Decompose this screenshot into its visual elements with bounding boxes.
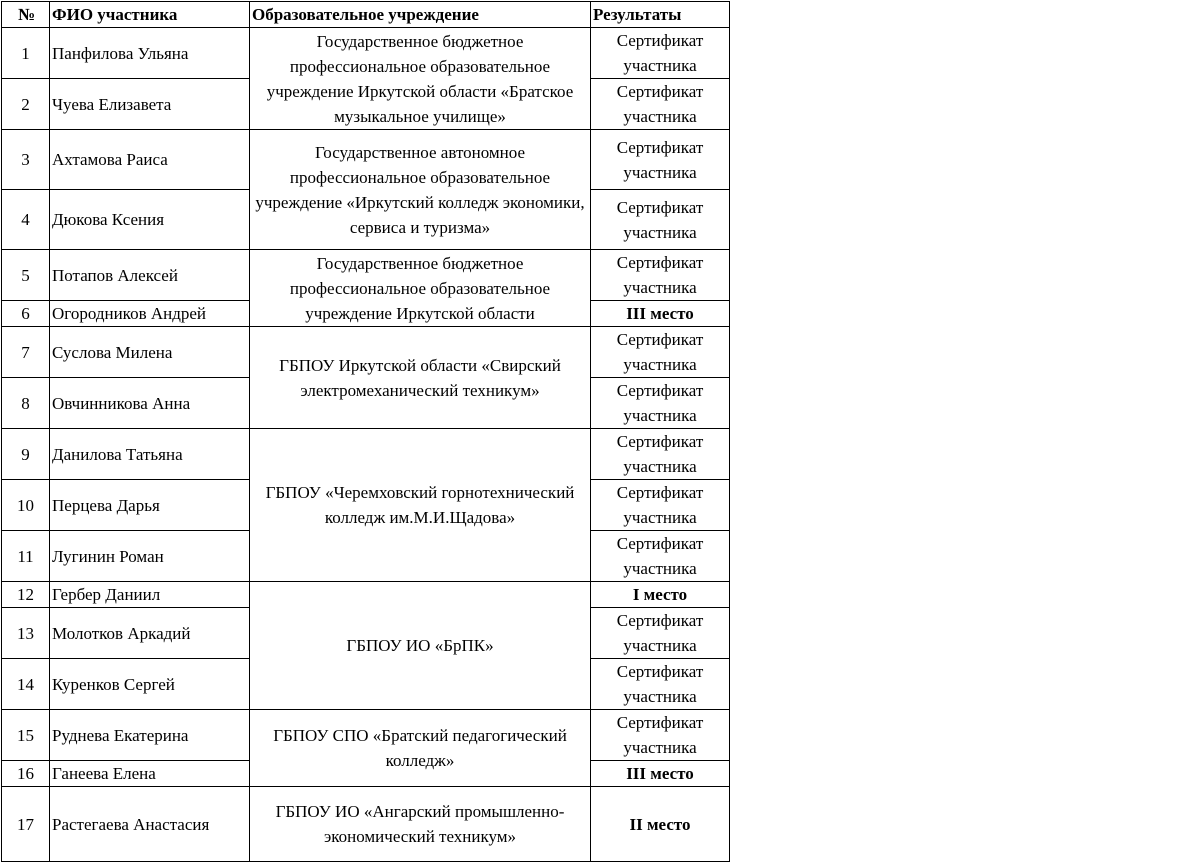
participant-name: Лугинин Роман — [50, 531, 250, 582]
table-row — [2, 250, 730, 301]
participant-name: Суслова Милена — [50, 327, 250, 378]
row-number: 14 — [2, 659, 50, 710]
row-number: 12 — [2, 582, 50, 608]
result-cell: I место — [591, 582, 730, 608]
participant-name: Овчинникова Анна — [50, 378, 250, 429]
institution-cell: ГБПОУ Иркутской области «Свирский электромеханический техникум» — [250, 327, 591, 429]
result-cell: Сертификат участника — [591, 710, 730, 761]
participant-name: Ахтамова Раиса — [50, 130, 250, 190]
institution-cell: ГБПОУ ИО «Ангарский промышленно-экономический техникум» — [250, 787, 591, 862]
result-cell: II место — [591, 787, 730, 862]
result-cell: Сертификат участника — [591, 429, 730, 480]
participant-name: Куренков Сергей — [50, 659, 250, 710]
table-row — [2, 787, 730, 862]
result-cell: Сертификат участника — [591, 378, 730, 429]
participant-name: Перцева Дарья — [50, 480, 250, 531]
participant-name: Огородников Андрей — [50, 301, 250, 327]
result-cell: Сертификат участника — [591, 659, 730, 710]
row-number: 1 — [2, 28, 50, 79]
result-cell: Сертификат участника — [591, 480, 730, 531]
row-number: 8 — [2, 378, 50, 429]
participant-name: Дюкова Ксения — [50, 190, 250, 250]
result-cell: Сертификат участника — [591, 327, 730, 378]
header-num: № — [2, 2, 50, 28]
result-cell: Сертификат участника — [591, 531, 730, 582]
result-cell: III место — [591, 761, 730, 787]
results-table — [1, 1, 730, 862]
row-number: 17 — [2, 787, 50, 862]
row-number: 3 — [2, 130, 50, 190]
header-row — [2, 2, 730, 28]
header-org: Образовательное учреждение — [250, 2, 591, 28]
row-number: 7 — [2, 327, 50, 378]
row-number: 9 — [2, 429, 50, 480]
row-number: 10 — [2, 480, 50, 531]
header-name: ФИО участника — [50, 2, 250, 28]
participant-name: Потапов Алексей — [50, 250, 250, 301]
row-number: 6 — [2, 301, 50, 327]
institution-cell: Государственное бюджетное профессиональное образовательное учреждение Иркутской области «Братское музыкальное училище» — [250, 28, 591, 130]
participant-name: Чуева Елизавета — [50, 79, 250, 130]
row-number: 15 — [2, 710, 50, 761]
result-cell: III место — [591, 301, 730, 327]
result-cell: Сертификат участника — [591, 190, 730, 250]
institution-cell: Государственное бюджетное профессиональное образовательное учреждение Иркутской области — [250, 250, 591, 327]
result-cell: Сертификат участника — [591, 130, 730, 190]
participant-name: Ганеева Елена — [50, 761, 250, 787]
header-result: Результаты — [591, 2, 730, 28]
institution-cell: ГБПОУ СПО «Братский педагогический колледж» — [250, 710, 591, 787]
participant-name: Данилова Татьяна — [50, 429, 250, 480]
institution-cell: Государственное автономное профессиональное образовательное учреждение «Иркутский колледж экономики, сервиса и туризма» — [250, 130, 591, 250]
participant-name: Молотков Аркадий — [50, 608, 250, 659]
table-row — [2, 582, 730, 608]
row-number: 5 — [2, 250, 50, 301]
participant-name: Руднева Екатерина — [50, 710, 250, 761]
result-cell: Сертификат участника — [591, 28, 730, 79]
row-number: 16 — [2, 761, 50, 787]
institution-cell: ГБПОУ «Черемховский горнотехнический колледж им.М.И.Щадова» — [250, 429, 591, 582]
result-cell: Сертификат участника — [591, 608, 730, 659]
table-row — [2, 28, 730, 79]
row-number: 4 — [2, 190, 50, 250]
result-cell: Сертификат участника — [591, 79, 730, 130]
table-row — [2, 130, 730, 190]
row-number: 2 — [2, 79, 50, 130]
table-row — [2, 327, 730, 378]
row-number: 11 — [2, 531, 50, 582]
table-row — [2, 710, 730, 761]
participant-name: Гербер Даниил — [50, 582, 250, 608]
row-number: 13 — [2, 608, 50, 659]
participant-name: Растегаева Анастасия — [50, 787, 250, 862]
result-cell: Сертификат участника — [591, 250, 730, 301]
institution-cell: ГБПОУ ИО «БрПК» — [250, 582, 591, 710]
table-row — [2, 429, 730, 480]
participant-name: Панфилова Ульяна — [50, 28, 250, 79]
